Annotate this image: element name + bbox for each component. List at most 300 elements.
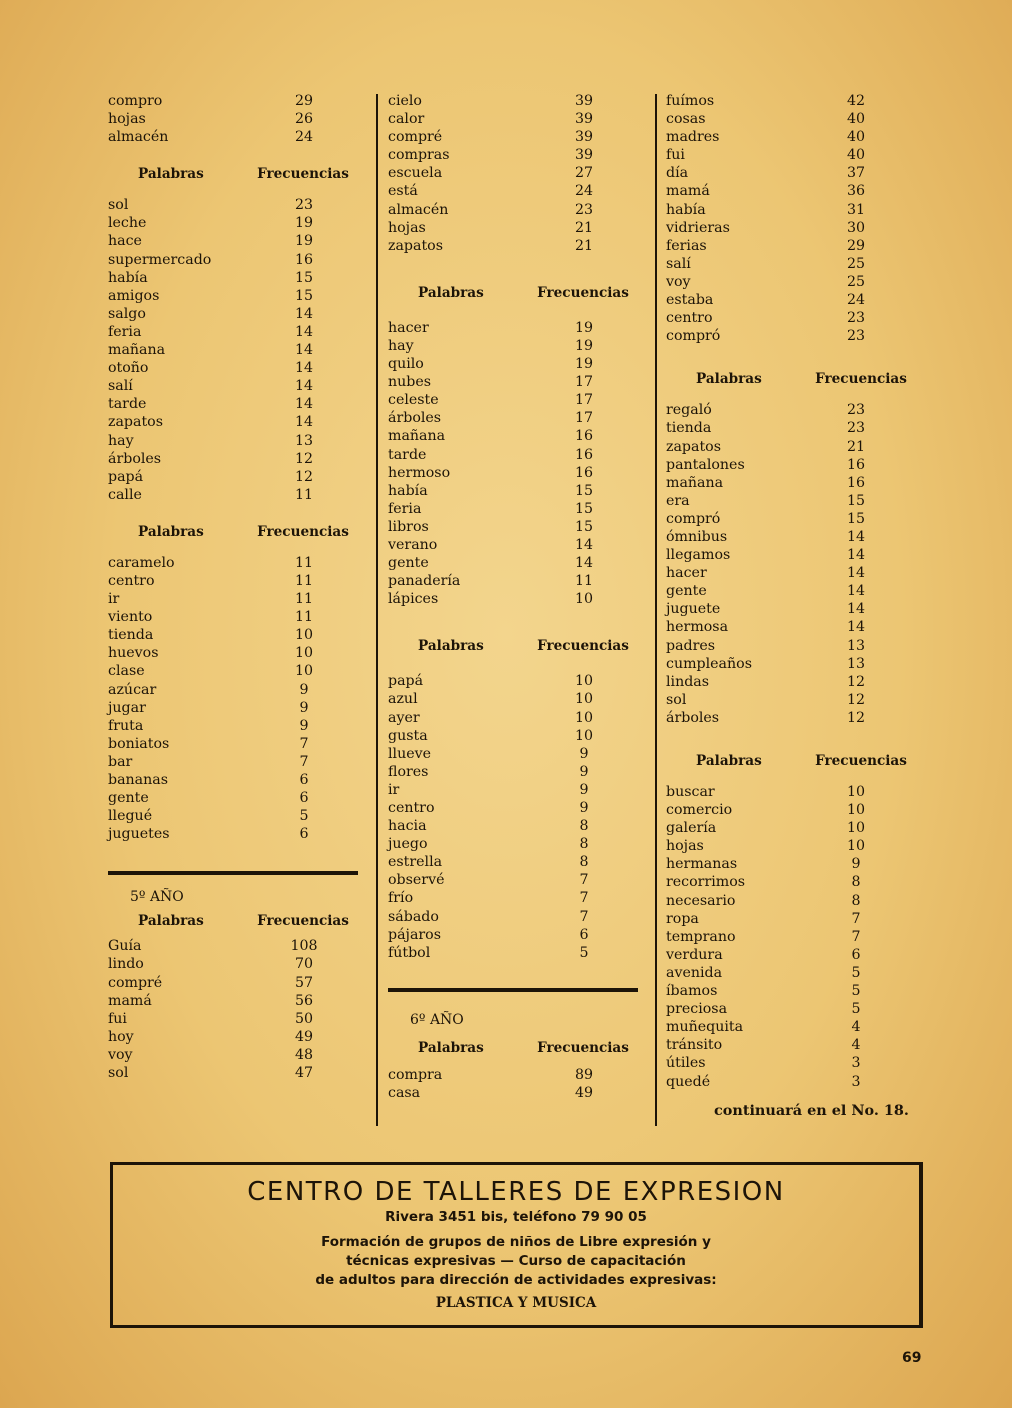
word-row xyxy=(108,699,358,717)
word-row xyxy=(666,1073,916,1091)
col3-section-0 xyxy=(666,92,916,345)
word-row xyxy=(666,564,916,582)
word-row xyxy=(388,690,638,708)
frequency: 57 xyxy=(294,974,314,991)
word-row xyxy=(388,391,638,409)
frequency: 15 xyxy=(846,510,866,527)
word-row xyxy=(666,438,916,456)
word: feria xyxy=(388,500,422,517)
frequency: 7 xyxy=(851,928,861,945)
frequency: 9 xyxy=(579,745,589,762)
word-row xyxy=(666,637,916,655)
year-label-6: 6º AÑO xyxy=(410,1011,464,1028)
word: celeste xyxy=(388,392,439,409)
word: leche xyxy=(108,215,147,232)
word-row xyxy=(388,944,638,962)
frequency: 11 xyxy=(294,591,314,608)
frequency: 9 xyxy=(299,681,309,698)
word-row xyxy=(108,753,358,771)
word: ayer xyxy=(388,709,420,726)
frequency: 27 xyxy=(574,165,594,182)
frequency: 12 xyxy=(294,450,314,467)
word-row xyxy=(388,201,638,219)
word: juguetes xyxy=(108,826,170,843)
word-row xyxy=(388,446,638,464)
frequency: 5 xyxy=(851,1001,861,1018)
word: hay xyxy=(108,432,134,449)
word: tarde xyxy=(388,446,427,463)
word-row xyxy=(666,1018,916,1036)
word: había xyxy=(108,269,148,286)
frequency: 14 xyxy=(574,555,594,572)
column-2 xyxy=(388,92,638,1102)
word: árboles xyxy=(388,410,442,427)
header-freq: Frecuencias xyxy=(815,753,907,769)
frequency: 36 xyxy=(846,183,866,200)
frequency: 11 xyxy=(574,573,594,590)
advert-desc-line: técnicas expresivas — Curso de capacitación xyxy=(346,1253,686,1269)
frequency: 9 xyxy=(299,699,309,716)
advert-box xyxy=(110,1162,923,1328)
frequency: 7 xyxy=(579,908,589,925)
word: calor xyxy=(388,111,425,128)
header-freq: Frecuencias xyxy=(537,284,629,301)
word: papá xyxy=(388,673,424,690)
frequency: 15 xyxy=(294,269,314,286)
word-row xyxy=(108,590,358,608)
header-freq: Frecuencias xyxy=(257,523,349,540)
word-row xyxy=(388,853,638,871)
word: azul xyxy=(388,691,418,708)
word: compró xyxy=(666,510,721,527)
col1-section-1 xyxy=(108,196,358,504)
word-row xyxy=(666,837,916,855)
word-row xyxy=(666,655,916,673)
frequency: 16 xyxy=(846,456,866,473)
header-freq: Frecuencias xyxy=(257,166,349,183)
frequency: 49 xyxy=(574,1084,594,1101)
word-row xyxy=(666,873,916,891)
word: compré xyxy=(388,129,443,146)
frequency: 39 xyxy=(574,93,594,109)
header-words: Palabras xyxy=(418,1039,484,1056)
word-row xyxy=(388,781,638,799)
word-row xyxy=(108,110,358,128)
frequency: 50 xyxy=(294,1010,314,1027)
frequency: 40 xyxy=(846,129,866,146)
frequency: 8 xyxy=(851,892,861,909)
advert-tagline: PLASTICA Y MUSICA xyxy=(435,1295,597,1311)
frequency: 14 xyxy=(846,565,866,582)
word-row xyxy=(388,92,638,110)
frequency: 42 xyxy=(846,93,866,109)
word-row xyxy=(108,735,358,753)
word: fui xyxy=(108,1010,127,1027)
word-row xyxy=(108,214,358,232)
word: escuela xyxy=(388,165,443,182)
frequency: 29 xyxy=(846,237,866,254)
frequency: 10 xyxy=(574,709,594,726)
word: galería xyxy=(666,820,717,837)
word: hermosa xyxy=(666,619,729,636)
frequency: 14 xyxy=(294,323,314,340)
word: quilo xyxy=(388,356,424,373)
word-row xyxy=(108,717,358,735)
word-row xyxy=(388,572,638,590)
word: verano xyxy=(388,536,438,553)
word-row xyxy=(666,783,916,801)
word: hermoso xyxy=(388,464,451,481)
col2-header-1 xyxy=(388,285,638,301)
word-row xyxy=(108,486,358,504)
word: regaló xyxy=(666,402,712,419)
frequency: 6 xyxy=(851,946,861,963)
word: tarde xyxy=(108,396,147,413)
word-row xyxy=(388,409,638,427)
frequency: 5 xyxy=(851,964,861,981)
word-row xyxy=(666,309,916,327)
word: huevos xyxy=(108,645,159,662)
frequency: 7 xyxy=(579,872,589,889)
word: fuímos xyxy=(666,93,715,109)
word: tránsito xyxy=(666,1037,723,1054)
frequency: 108 xyxy=(290,938,318,955)
col2-header-2 xyxy=(388,638,638,654)
word-row xyxy=(666,474,916,492)
word: mañana xyxy=(666,474,724,491)
word: mamá xyxy=(108,992,152,1009)
col1-header-2 xyxy=(108,524,358,540)
word: hace xyxy=(108,233,142,250)
word-row xyxy=(388,427,638,445)
frequency: 14 xyxy=(294,342,314,359)
word-row xyxy=(666,582,916,600)
word: supermercado xyxy=(108,251,212,268)
word-row xyxy=(108,1046,358,1064)
word: ómnibus xyxy=(666,528,728,545)
word-row xyxy=(108,807,358,825)
frequency: 19 xyxy=(574,319,594,336)
frequency: 24 xyxy=(294,129,314,146)
frequency: 19 xyxy=(294,233,314,250)
word: temprano xyxy=(666,928,736,945)
word-row xyxy=(388,672,638,690)
word: lápices xyxy=(388,591,439,608)
frequency: 40 xyxy=(846,111,866,128)
word: día xyxy=(666,165,689,182)
word: verdura xyxy=(666,946,723,963)
word-row xyxy=(108,662,358,680)
advert-desc-line: Formación de grupos de niños de Libre expresión y xyxy=(321,1234,711,1250)
word: hay xyxy=(388,337,414,354)
frequency: 7 xyxy=(851,910,861,927)
word: papá xyxy=(108,468,144,485)
word: salí xyxy=(666,255,691,272)
word: voy xyxy=(108,1046,133,1063)
word-row xyxy=(666,273,916,291)
frequency: 47 xyxy=(294,1065,314,1082)
word-row xyxy=(388,500,638,518)
word-row xyxy=(388,926,638,944)
word: tienda xyxy=(666,420,712,437)
frequency: 8 xyxy=(579,836,589,853)
advert-description xyxy=(113,1233,919,1290)
word-row xyxy=(108,974,358,992)
frequency: 19 xyxy=(574,356,594,373)
word: juego xyxy=(388,836,428,853)
word: ropa xyxy=(666,910,699,927)
word-row xyxy=(666,456,916,474)
word-row xyxy=(666,219,916,237)
word: zapatos xyxy=(388,237,443,254)
word-row xyxy=(666,673,916,691)
word-row xyxy=(666,946,916,964)
header-words: Palabras xyxy=(418,638,484,655)
frequency: 5 xyxy=(579,944,589,961)
word-row xyxy=(108,377,358,395)
column-3 xyxy=(666,92,916,1091)
word: gusta xyxy=(388,727,428,744)
word-row xyxy=(388,337,638,355)
word-row xyxy=(108,305,358,323)
word-row xyxy=(108,992,358,1010)
word: hacer xyxy=(666,565,707,582)
word-row xyxy=(108,359,358,377)
frequency: 7 xyxy=(299,753,309,770)
word-row xyxy=(666,110,916,128)
word: caramelo xyxy=(108,554,175,571)
word: Guía xyxy=(108,938,142,955)
frequency: 37 xyxy=(846,165,866,182)
frequency: 23 xyxy=(846,328,866,345)
word-row xyxy=(108,1010,358,1028)
word-row xyxy=(388,518,638,536)
frequency: 39 xyxy=(574,147,594,164)
frequency: 17 xyxy=(574,374,594,391)
word-row xyxy=(388,182,638,200)
word-row xyxy=(388,146,638,164)
frequency: 16 xyxy=(574,464,594,481)
word-row xyxy=(388,373,638,391)
frequency: 29 xyxy=(294,93,314,109)
frequency: 24 xyxy=(574,183,594,200)
frequency: 8 xyxy=(579,818,589,835)
frequency: 10 xyxy=(846,838,866,855)
frequency: 10 xyxy=(294,645,314,662)
year-label-5: 5º AÑO xyxy=(130,889,184,906)
frequency: 12 xyxy=(294,468,314,485)
frequency: 3 xyxy=(851,1055,861,1072)
frequency: 10 xyxy=(574,591,594,608)
word: mañana xyxy=(108,342,166,359)
frequency: 9 xyxy=(299,717,309,734)
frequency: 14 xyxy=(294,305,314,322)
frequency: 15 xyxy=(574,518,594,535)
frequency: 16 xyxy=(846,474,866,491)
word-row xyxy=(388,1084,638,1102)
col3-section-2 xyxy=(666,783,916,1091)
word-row xyxy=(108,825,358,843)
word: sol xyxy=(108,1065,129,1082)
frequency: 15 xyxy=(294,287,314,304)
word: era xyxy=(666,492,690,509)
word-row xyxy=(108,287,358,305)
header-freq: Frecuencias xyxy=(537,1039,629,1056)
word: tienda xyxy=(108,627,154,644)
frequency: 16 xyxy=(574,446,594,463)
frequency: 7 xyxy=(299,735,309,752)
column-rule-2 xyxy=(655,94,657,1126)
frequency: 14 xyxy=(846,583,866,600)
word-row xyxy=(388,110,638,128)
word-row xyxy=(108,1064,358,1082)
page-number: 69 xyxy=(902,1350,922,1366)
word: llegamos xyxy=(666,547,731,564)
header-words: Palabras xyxy=(418,284,484,301)
frequency: 6 xyxy=(299,772,309,788)
word-row xyxy=(666,928,916,946)
frequency: 17 xyxy=(574,410,594,427)
col2-section-1 xyxy=(388,319,638,609)
word-row xyxy=(666,492,916,510)
word: fruta xyxy=(108,717,144,734)
word: azúcar xyxy=(108,681,157,698)
word: almacén xyxy=(108,129,169,146)
frequency: 11 xyxy=(294,486,314,503)
frequency: 24 xyxy=(846,292,866,309)
word: compra xyxy=(388,1066,443,1083)
word: feria xyxy=(108,323,142,340)
word-row xyxy=(666,1054,916,1072)
word: íbamos xyxy=(666,983,718,1000)
frequency: 6 xyxy=(579,926,589,943)
word-row xyxy=(666,1036,916,1054)
word-row xyxy=(388,799,638,817)
frequency: 14 xyxy=(294,396,314,413)
frequency: 10 xyxy=(294,627,314,644)
word: jugar xyxy=(108,699,146,716)
word-row xyxy=(388,536,638,554)
word: pantalones xyxy=(666,456,745,473)
frequency: 21 xyxy=(574,219,594,236)
word-row xyxy=(666,892,916,910)
word: cumpleaños xyxy=(666,655,752,672)
col2-header-3 xyxy=(388,1040,638,1056)
frequency: 25 xyxy=(846,273,866,290)
word: preciosa xyxy=(666,1001,728,1018)
word-row xyxy=(388,219,638,237)
word: avenida xyxy=(666,964,723,981)
advert-title: CENTRO DE TALLERES DE EXPRESION xyxy=(247,1177,785,1207)
word-row xyxy=(666,164,916,182)
word: buscar xyxy=(666,784,715,800)
word-row xyxy=(108,789,358,807)
col3-header-1 xyxy=(666,371,916,387)
word: ir xyxy=(388,781,400,798)
frequency: 56 xyxy=(294,992,314,1009)
header-words: Palabras xyxy=(696,753,762,769)
word-row xyxy=(108,413,358,431)
frequency: 21 xyxy=(574,237,594,254)
word-row xyxy=(108,269,358,287)
word-row xyxy=(108,1028,358,1046)
frequency: 8 xyxy=(579,854,589,871)
word-row xyxy=(108,572,358,590)
col1-section-0 xyxy=(108,92,358,146)
word: hoy xyxy=(108,1028,134,1045)
word-row xyxy=(388,164,638,182)
word-row xyxy=(666,146,916,164)
word: boniatos xyxy=(108,735,170,752)
word: madres xyxy=(666,129,720,146)
word: comercio xyxy=(666,802,733,819)
frequency: 8 xyxy=(851,874,861,891)
word-row xyxy=(388,763,638,781)
frequency: 9 xyxy=(851,856,861,873)
frequency: 70 xyxy=(294,956,314,973)
frequency: 13 xyxy=(846,655,866,672)
word-row xyxy=(666,201,916,219)
frequency: 31 xyxy=(846,201,866,218)
word-row xyxy=(666,92,916,110)
word-row xyxy=(108,681,358,699)
word-row xyxy=(666,401,916,419)
word: hojas xyxy=(108,111,146,128)
frequency: 23 xyxy=(846,310,866,327)
word-row xyxy=(108,626,358,644)
frequency: 89 xyxy=(574,1066,594,1083)
frequency: 3 xyxy=(851,1073,861,1090)
word: sábado xyxy=(388,908,439,925)
word: hacia xyxy=(388,818,427,835)
frequency: 40 xyxy=(846,147,866,164)
advert-desc-line: de adultos para dirección de actividades expresivas: xyxy=(315,1272,717,1288)
word-row xyxy=(666,618,916,636)
col3-section-1 xyxy=(666,401,916,727)
frequency: 30 xyxy=(846,219,866,236)
word-row xyxy=(666,982,916,1000)
word-row xyxy=(388,745,638,763)
frequency: 14 xyxy=(574,536,594,553)
word-row xyxy=(388,554,638,572)
word: frío xyxy=(388,890,414,907)
word-row xyxy=(108,196,358,214)
word: hermanas xyxy=(666,856,738,873)
word: zapatos xyxy=(666,438,721,455)
word: sol xyxy=(108,197,129,214)
word: pájaros xyxy=(388,926,442,943)
word: está xyxy=(388,183,418,200)
word: llegué xyxy=(108,808,153,825)
word-row xyxy=(666,819,916,837)
word: recorrimos xyxy=(666,874,746,891)
word-row xyxy=(388,1066,638,1084)
word: cosas xyxy=(666,111,706,128)
word-row xyxy=(388,128,638,146)
word: compras xyxy=(388,147,450,164)
frequency: 7 xyxy=(579,890,589,907)
word: salí xyxy=(108,378,133,395)
word-row xyxy=(108,92,358,110)
header-words: Palabras xyxy=(138,523,204,540)
word: lindas xyxy=(666,673,710,690)
frequency: 15 xyxy=(574,500,594,517)
word: hojas xyxy=(666,838,704,855)
frequency: 23 xyxy=(846,402,866,419)
frequency: 4 xyxy=(851,1019,861,1036)
word: zapatos xyxy=(108,414,163,431)
word-row xyxy=(388,817,638,835)
